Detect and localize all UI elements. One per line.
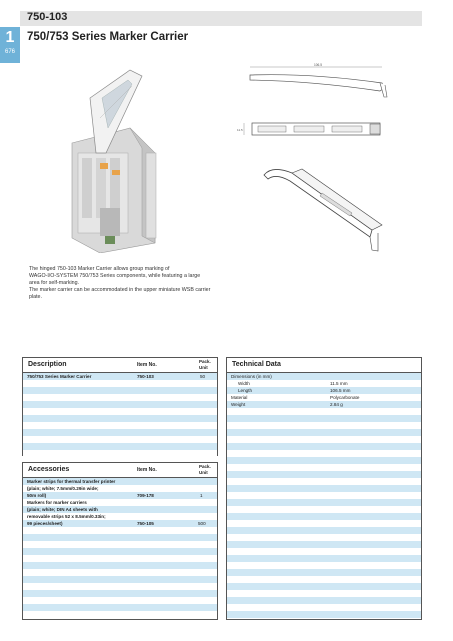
technical-data-body [227, 373, 421, 618]
technical-drawings [232, 55, 422, 260]
table-row-item-no: 750-103 [137, 374, 154, 379]
tech-label: Width [238, 381, 250, 386]
accessory-pack-unit: 1 [200, 493, 203, 498]
product-description [29, 266, 229, 301]
pack-unit-column-header [199, 464, 211, 475]
item-no-column-header: Item No. [137, 362, 157, 368]
description-table [22, 357, 218, 456]
tech-label: Dimensions (in mm) [231, 374, 272, 379]
pack-unit-column-header [199, 359, 211, 370]
accessory-line: Marker strips for thermal transfer printer [27, 479, 116, 484]
description-line: The hinged 750-103 Marker Carrier allows group marking of [29, 266, 170, 272]
tech-label: Length [238, 388, 253, 393]
accessory-item-no: 709-178 [137, 493, 154, 498]
accessory-pack-unit: 500 [198, 521, 206, 526]
pack-label: Pack. [199, 464, 211, 469]
chapter-tab [0, 27, 20, 63]
pack-label: Pack. [199, 359, 211, 364]
technical-data-header [227, 358, 421, 373]
item-no-column-header: Item No. [137, 467, 157, 473]
length-dimension-label: 106.5 [314, 63, 322, 67]
accessory-line: removable strips 52 x 8.5mm/0.33in; [27, 514, 106, 519]
accessories-table-body [23, 478, 217, 618]
description-line: plate. [29, 294, 42, 300]
table-row-pack-unit: 50 [200, 374, 206, 379]
tech-value: 2.84 g [330, 402, 343, 407]
accessory-line: Markers for marker carriers [27, 500, 87, 505]
tech-label: Weight [231, 402, 246, 407]
product-code: 750-103 [27, 11, 68, 23]
chapter-number: 1 [5, 29, 15, 46]
tech-value: 106.5 mm [330, 388, 351, 393]
accessory-item-no: 750-105 [137, 521, 154, 526]
technical-data-table [226, 357, 422, 620]
page-number: 676 [4, 49, 15, 55]
tech-label: Material [231, 395, 248, 400]
description-line: The marker carrier can be accommodated in the upper miniature WSB carrier [29, 287, 211, 293]
unit-label: Unit [199, 364, 208, 370]
description-table-body [23, 373, 217, 457]
tech-value: 11.5 mm [330, 381, 348, 386]
header-bar [20, 11, 422, 26]
description-heading: Description [28, 361, 67, 368]
table-row-description: 750/753 Series Marker Carrier [27, 374, 92, 379]
width-dimension-label: 11.5 [237, 128, 243, 132]
accessories-heading: Accessories [28, 466, 70, 473]
accessory-line: (plain; white; 7.5mm/0.29in wide; [27, 486, 99, 491]
accessories-table [22, 462, 218, 620]
unit-label: Unit [199, 469, 208, 475]
product-photo [60, 58, 170, 253]
accessories-table-header [23, 463, 217, 478]
accessory-line: 50m roll) [27, 493, 47, 498]
accessory-line: (plain; white; DIN A4 sheets with [27, 507, 98, 512]
page-title: 750/753 Series Marker Carrier [27, 31, 189, 43]
description-line: area for self-marking. [29, 280, 80, 286]
description-table-header [23, 358, 217, 373]
description-line: WAGO-I/O-SYSTEM 750/753 Series components, while featuring a large [29, 273, 201, 279]
accessory-line: 99 pieces/sheet) [27, 521, 63, 526]
technical-data-heading: Technical Data [232, 361, 281, 368]
tech-value: Polycarbonate [330, 395, 360, 400]
